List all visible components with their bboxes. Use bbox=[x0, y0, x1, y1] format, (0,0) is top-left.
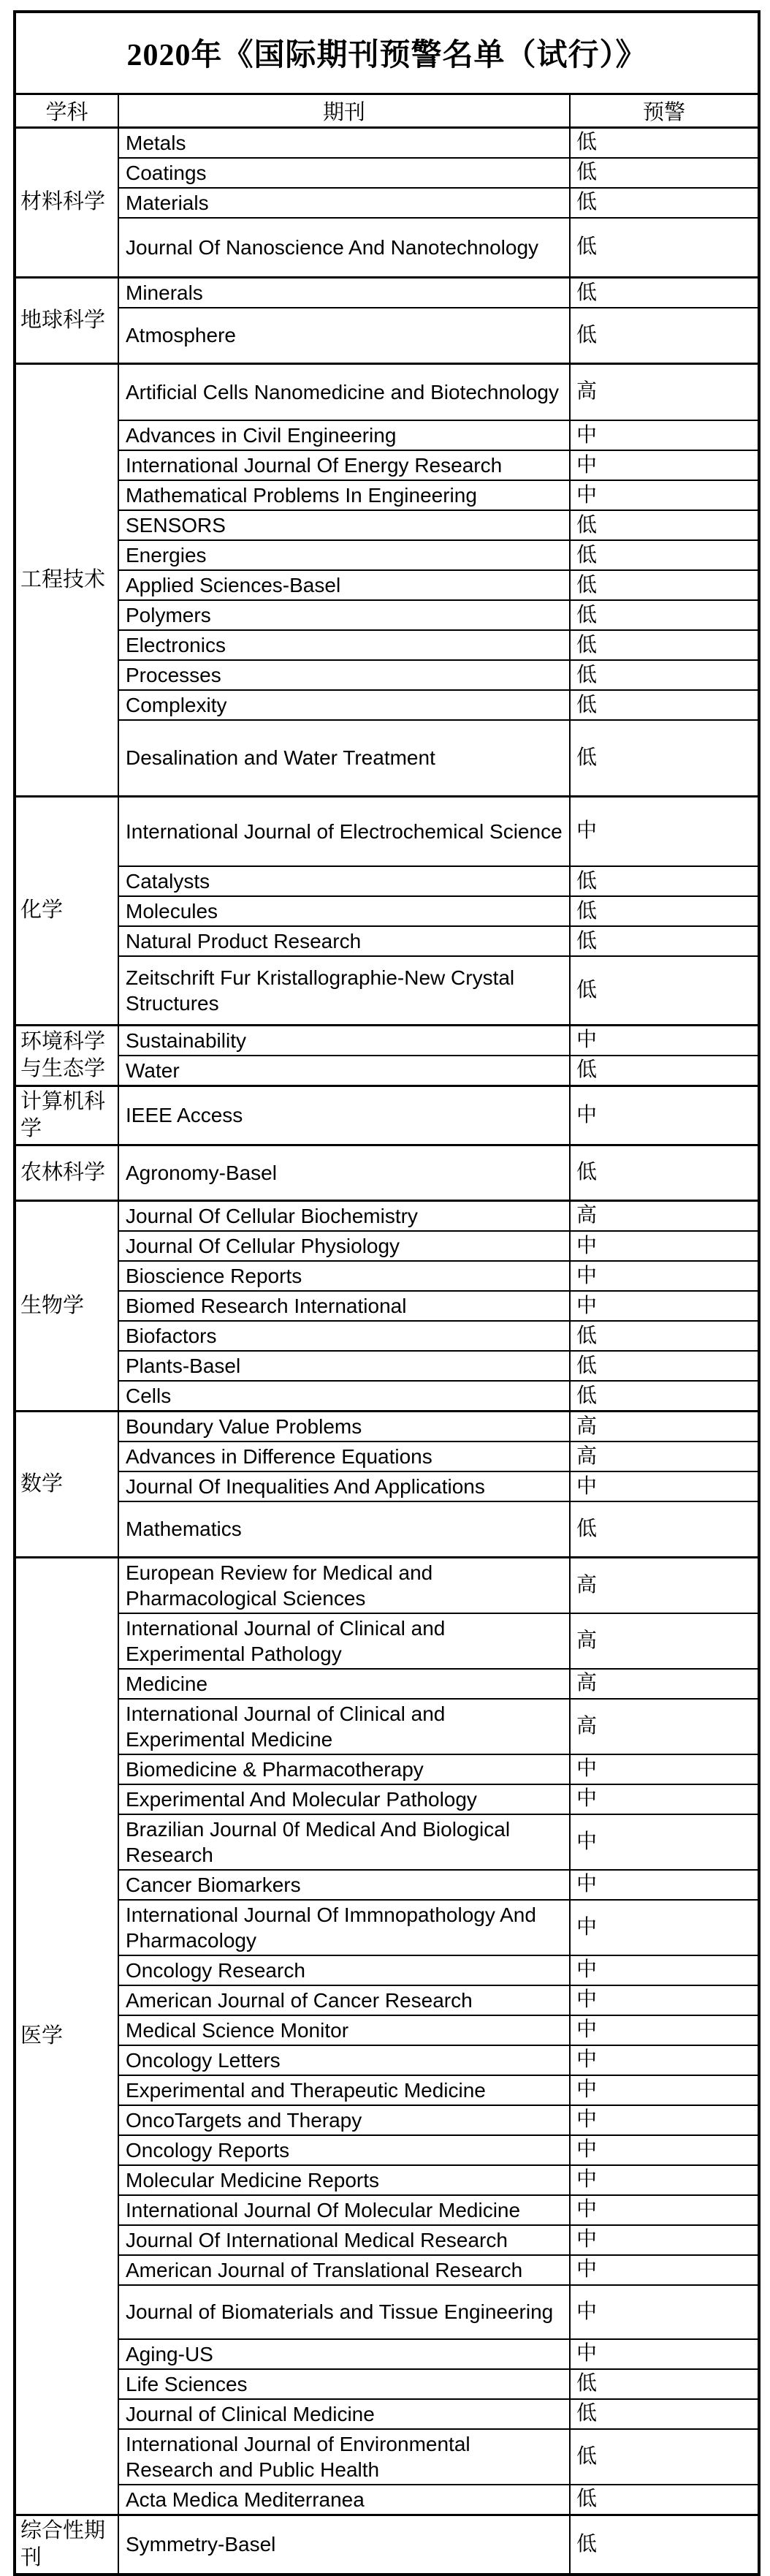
journal-cell: Experimental and Therapeutic Medicine bbox=[118, 2075, 570, 2105]
subject-cell: 工程技术 bbox=[15, 363, 118, 796]
warning-level-cell: 中 bbox=[570, 2075, 759, 2105]
warning-level-cell: 中 bbox=[570, 1025, 759, 1056]
journal-cell: Mathematical Problems In Engineering bbox=[118, 480, 570, 510]
journal-cell: Journal of Biomaterials and Tissue Engineering bbox=[118, 2285, 570, 2339]
table-row bbox=[15, 1025, 759, 1056]
table-row bbox=[15, 1351, 759, 1381]
subject-cell: 数学 bbox=[15, 1412, 118, 1558]
table-row bbox=[15, 1412, 759, 1442]
table-row bbox=[15, 570, 759, 600]
warning-level-cell: 低 bbox=[570, 2485, 759, 2515]
journal-cell: Minerals bbox=[118, 278, 570, 308]
warning-level-cell: 中 bbox=[570, 1784, 759, 1814]
table-row bbox=[15, 1669, 759, 1699]
warning-level-cell: 高 bbox=[570, 1200, 759, 1231]
warning-level-cell: 低 bbox=[570, 1145, 759, 1200]
warning-level-cell: 低 bbox=[570, 1056, 759, 1086]
journal-cell: Processes bbox=[118, 660, 570, 690]
table-row bbox=[15, 1870, 759, 1900]
warning-level-cell: 中 bbox=[570, 2195, 759, 2225]
warning-level-cell: 中 bbox=[570, 1900, 759, 1955]
journal-cell: American Journal of Translational Research bbox=[118, 2255, 570, 2285]
journal-cell: Oncology Letters bbox=[118, 2045, 570, 2075]
journal-cell: SENSORS bbox=[118, 510, 570, 540]
warning-level-cell: 中 bbox=[570, 1985, 759, 2015]
journal-cell: Brazilian Journal 0f Medical And Biological Research bbox=[118, 1814, 570, 1870]
journal-cell: Applied Sciences-Basel bbox=[118, 570, 570, 600]
journal-cell: International Journal Of Immnopathology And Pharmacology bbox=[118, 1900, 570, 1955]
journal-cell: Sustainability bbox=[118, 1025, 570, 1056]
table-row bbox=[15, 2255, 759, 2285]
table-row bbox=[15, 540, 759, 570]
table-row bbox=[15, 630, 759, 660]
table-row bbox=[15, 956, 759, 1025]
table-row bbox=[15, 2485, 759, 2515]
journal-cell: Electronics bbox=[118, 630, 570, 660]
journal-cell: Materials bbox=[118, 188, 570, 218]
table-row bbox=[15, 660, 759, 690]
warning-level-cell: 低 bbox=[570, 600, 759, 630]
table-row bbox=[15, 1814, 759, 1870]
journal-cell: Natural Product Research bbox=[118, 926, 570, 956]
warning-level-cell: 低 bbox=[570, 2369, 759, 2399]
warning-level-cell: 低 bbox=[570, 278, 759, 308]
journal-cell: Coatings bbox=[118, 158, 570, 188]
warning-level-cell: 低 bbox=[570, 2515, 759, 2575]
warning-level-cell: 中 bbox=[570, 2165, 759, 2195]
page-title: 2020年《国际期刊预警名单（试行）》 bbox=[15, 12, 759, 94]
journal-cell: Biomed Research International bbox=[118, 1291, 570, 1321]
table-row bbox=[15, 2369, 759, 2399]
table-row bbox=[15, 1471, 759, 1501]
journal-cell: Acta Medica Mediterranea bbox=[118, 2485, 570, 2515]
journal-cell: Bioscience Reports bbox=[118, 1261, 570, 1291]
journal-cell: Journal Of International Medical Research bbox=[118, 2225, 570, 2255]
table-row bbox=[15, 2045, 759, 2075]
warning-level-cell: 高 bbox=[570, 1442, 759, 1471]
table-row bbox=[15, 2165, 759, 2195]
journal-cell: Symmetry-Basel bbox=[118, 2515, 570, 2575]
journal-cell: Cells bbox=[118, 1381, 570, 1412]
warning-level-cell: 中 bbox=[570, 1086, 759, 1145]
warning-level-cell: 低 bbox=[570, 630, 759, 660]
subject-cell: 化学 bbox=[15, 796, 118, 1025]
table-row bbox=[15, 278, 759, 308]
warning-level-cell: 低 bbox=[570, 1321, 759, 1351]
journal-cell: Journal Of Nanoscience And Nanotechnology bbox=[118, 218, 570, 278]
table-row bbox=[15, 2195, 759, 2225]
table-row bbox=[15, 420, 759, 450]
journal-cell: Zeitschrift Fur Kristallographie-New Crystal Structures bbox=[118, 956, 570, 1025]
table-row bbox=[15, 218, 759, 278]
journal-cell: International Journal of Electrochemical Science bbox=[118, 796, 570, 866]
subject-cell: 农林科学 bbox=[15, 1145, 118, 1200]
journal-cell: International Journal of Clinical and Experimental Medicine bbox=[118, 1699, 570, 1754]
warning-level-cell: 低 bbox=[570, 188, 759, 218]
table-row bbox=[15, 600, 759, 630]
warning-level-cell: 低 bbox=[570, 218, 759, 278]
journal-cell: Life Sciences bbox=[118, 2369, 570, 2399]
warning-level-cell: 中 bbox=[570, 2105, 759, 2135]
journal-cell: Molecules bbox=[118, 896, 570, 926]
table-row bbox=[15, 1442, 759, 1471]
journal-cell: International Journal of Clinical and Experimental Pathology bbox=[118, 1613, 570, 1669]
journal-cell: IEEE Access bbox=[118, 1086, 570, 1145]
warning-level-cell: 中 bbox=[570, 1870, 759, 1900]
warning-level-cell: 低 bbox=[570, 158, 759, 188]
warning-level-cell: 高 bbox=[570, 363, 759, 420]
table-row bbox=[15, 2285, 759, 2339]
warning-level-cell: 高 bbox=[570, 1557, 759, 1613]
warning-level-cell: 低 bbox=[570, 540, 759, 570]
journal-cell: Mathematics bbox=[118, 1501, 570, 1557]
journal-cell: Oncology Reports bbox=[118, 2135, 570, 2165]
table-row bbox=[15, 2105, 759, 2135]
warning-level-cell: 中 bbox=[570, 2135, 759, 2165]
warning-level-cell: 低 bbox=[570, 1501, 759, 1557]
table-row bbox=[15, 188, 759, 218]
journal-cell: Catalysts bbox=[118, 866, 570, 896]
journal-cell: International Journal Of Molecular Medicine bbox=[118, 2195, 570, 2225]
table-row bbox=[15, 2399, 759, 2429]
journal-cell: Biofactors bbox=[118, 1321, 570, 1351]
subject-cell: 材料科学 bbox=[15, 127, 118, 278]
table-row bbox=[15, 1613, 759, 1669]
journal-cell: Energies bbox=[118, 540, 570, 570]
table-row bbox=[15, 796, 759, 866]
journal-cell: Medicine bbox=[118, 1669, 570, 1699]
table-row bbox=[15, 1200, 759, 1231]
journal-cell: Journal Of Inequalities And Applications bbox=[118, 1471, 570, 1501]
warning-level-cell: 中 bbox=[570, 480, 759, 510]
journal-cell: Biomedicine & Pharmacotherapy bbox=[118, 1754, 570, 1784]
warning-level-cell: 高 bbox=[570, 1699, 759, 1754]
table-row bbox=[15, 1557, 759, 1613]
journal-cell: Boundary Value Problems bbox=[118, 1412, 570, 1442]
journal-cell: European Review for Medical and Pharmacological Sciences bbox=[118, 1557, 570, 1613]
table-body bbox=[15, 12, 759, 2575]
table-row bbox=[15, 308, 759, 363]
table-row bbox=[15, 1501, 759, 1557]
table-row bbox=[15, 2075, 759, 2105]
table-row bbox=[15, 2515, 759, 2575]
warning-level-cell: 中 bbox=[570, 1291, 759, 1321]
journal-cell: Medical Science Monitor bbox=[118, 2015, 570, 2045]
warning-level-cell: 中 bbox=[570, 2015, 759, 2045]
table-row bbox=[15, 866, 759, 896]
journal-cell: International Journal Of Energy Research bbox=[118, 450, 570, 480]
subject-cell: 地球科学 bbox=[15, 278, 118, 364]
table-row bbox=[15, 926, 759, 956]
warning-level-cell: 低 bbox=[570, 1381, 759, 1412]
table-row bbox=[15, 2429, 759, 2485]
warning-level-cell: 中 bbox=[570, 1955, 759, 1985]
table-row bbox=[15, 720, 759, 796]
journal-cell: Agronomy-Basel bbox=[118, 1145, 570, 1200]
table-row bbox=[15, 1261, 759, 1291]
warning-level-cell: 高 bbox=[570, 1669, 759, 1699]
table-row bbox=[15, 1985, 759, 2015]
journal-cell: Journal Of Cellular Biochemistry bbox=[118, 1200, 570, 1231]
journal-cell: Polymers bbox=[118, 600, 570, 630]
journal-cell: International Journal of Environmental Research and Public Health bbox=[118, 2429, 570, 2485]
warning-level-cell: 高 bbox=[570, 1412, 759, 1442]
warning-level-cell: 中 bbox=[570, 420, 759, 450]
journal-cell: Aging-US bbox=[118, 2339, 570, 2369]
table-row bbox=[15, 1381, 759, 1412]
table-row bbox=[15, 1321, 759, 1351]
table-row bbox=[15, 1754, 759, 1784]
journal-cell: Cancer Biomarkers bbox=[118, 1870, 570, 1900]
journal-cell: OncoTargets and Therapy bbox=[118, 2105, 570, 2135]
table-row bbox=[15, 2135, 759, 2165]
table-row bbox=[15, 2225, 759, 2255]
journal-cell: Water bbox=[118, 1056, 570, 1086]
warning-level-cell: 中 bbox=[570, 2339, 759, 2369]
journal-cell: Artificial Cells Nanomedicine and Biotechnology bbox=[118, 363, 570, 420]
title-row bbox=[15, 12, 759, 94]
table-row bbox=[15, 1784, 759, 1814]
subject-cell: 医学 bbox=[15, 1557, 118, 2515]
warning-level-cell: 低 bbox=[570, 720, 759, 796]
warning-level-cell: 高 bbox=[570, 1613, 759, 1669]
journal-cell: Oncology Research bbox=[118, 1955, 570, 1985]
warning-level-cell: 中 bbox=[570, 1231, 759, 1261]
table-row bbox=[15, 450, 759, 480]
column-header-subject: 学科 bbox=[15, 94, 118, 127]
warning-level-cell: 低 bbox=[570, 570, 759, 600]
warning-level-cell: 中 bbox=[570, 2285, 759, 2339]
warning-level-cell: 低 bbox=[570, 2399, 759, 2429]
journal-cell: Complexity bbox=[118, 690, 570, 720]
journal-cell: Plants-Basel bbox=[118, 1351, 570, 1381]
journal-cell: Desalination and Water Treatment bbox=[118, 720, 570, 796]
warning-level-cell: 低 bbox=[570, 510, 759, 540]
warning-level-cell: 低 bbox=[570, 926, 759, 956]
table-row bbox=[15, 1231, 759, 1261]
warning-level-cell: 低 bbox=[570, 866, 759, 896]
subject-cell: 环境科学与生态学 bbox=[15, 1025, 118, 1086]
column-header-warning: 预警 bbox=[570, 94, 759, 127]
warning-level-cell: 低 bbox=[570, 127, 759, 158]
table-row bbox=[15, 127, 759, 158]
journal-cell: Metals bbox=[118, 127, 570, 158]
warning-level-cell: 低 bbox=[570, 956, 759, 1025]
journal-cell: Advances in Civil Engineering bbox=[118, 420, 570, 450]
table-row bbox=[15, 2339, 759, 2369]
table-row bbox=[15, 158, 759, 188]
table-row bbox=[15, 1291, 759, 1321]
warning-level-cell: 低 bbox=[570, 2429, 759, 2485]
subject-cell: 计算机科学 bbox=[15, 1086, 118, 1145]
journal-cell: American Journal of Cancer Research bbox=[118, 1985, 570, 2015]
table-row bbox=[15, 896, 759, 926]
header-row bbox=[15, 94, 759, 127]
table-row bbox=[15, 1086, 759, 1145]
warning-level-cell: 低 bbox=[570, 308, 759, 363]
table-row bbox=[15, 363, 759, 420]
warning-level-cell: 低 bbox=[570, 896, 759, 926]
warning-level-cell: 中 bbox=[570, 1261, 759, 1291]
journal-cell: Journal Of Cellular Physiology bbox=[118, 1231, 570, 1261]
table-row bbox=[15, 1955, 759, 1985]
warning-level-cell: 中 bbox=[570, 1754, 759, 1784]
table-row bbox=[15, 1056, 759, 1086]
journal-cell: Atmosphere bbox=[118, 308, 570, 363]
warning-level-cell: 中 bbox=[570, 1814, 759, 1870]
journal-cell: Journal of Clinical Medicine bbox=[118, 2399, 570, 2429]
warning-level-cell: 低 bbox=[570, 1351, 759, 1381]
table-row bbox=[15, 510, 759, 540]
journal-warning-table bbox=[13, 10, 761, 2576]
warning-level-cell: 中 bbox=[570, 2255, 759, 2285]
journal-cell: Molecular Medicine Reports bbox=[118, 2165, 570, 2195]
table-row bbox=[15, 1145, 759, 1200]
warning-level-cell: 低 bbox=[570, 690, 759, 720]
subject-cell: 生物学 bbox=[15, 1200, 118, 1412]
journal-cell: Advances in Difference Equations bbox=[118, 1442, 570, 1471]
table-row bbox=[15, 1699, 759, 1754]
table-row bbox=[15, 2015, 759, 2045]
warning-level-cell: 低 bbox=[570, 660, 759, 690]
warning-level-cell: 中 bbox=[570, 2225, 759, 2255]
warning-level-cell: 中 bbox=[570, 796, 759, 866]
warning-level-cell: 中 bbox=[570, 450, 759, 480]
warning-level-cell: 中 bbox=[570, 1471, 759, 1501]
subject-cell: 综合性期刊 bbox=[15, 2515, 118, 2575]
table-row bbox=[15, 690, 759, 720]
table-row bbox=[15, 1900, 759, 1955]
journal-cell: Experimental And Molecular Pathology bbox=[118, 1784, 570, 1814]
warning-level-cell: 中 bbox=[570, 2045, 759, 2075]
column-header-journal: 期刊 bbox=[118, 94, 570, 127]
table-row bbox=[15, 480, 759, 510]
